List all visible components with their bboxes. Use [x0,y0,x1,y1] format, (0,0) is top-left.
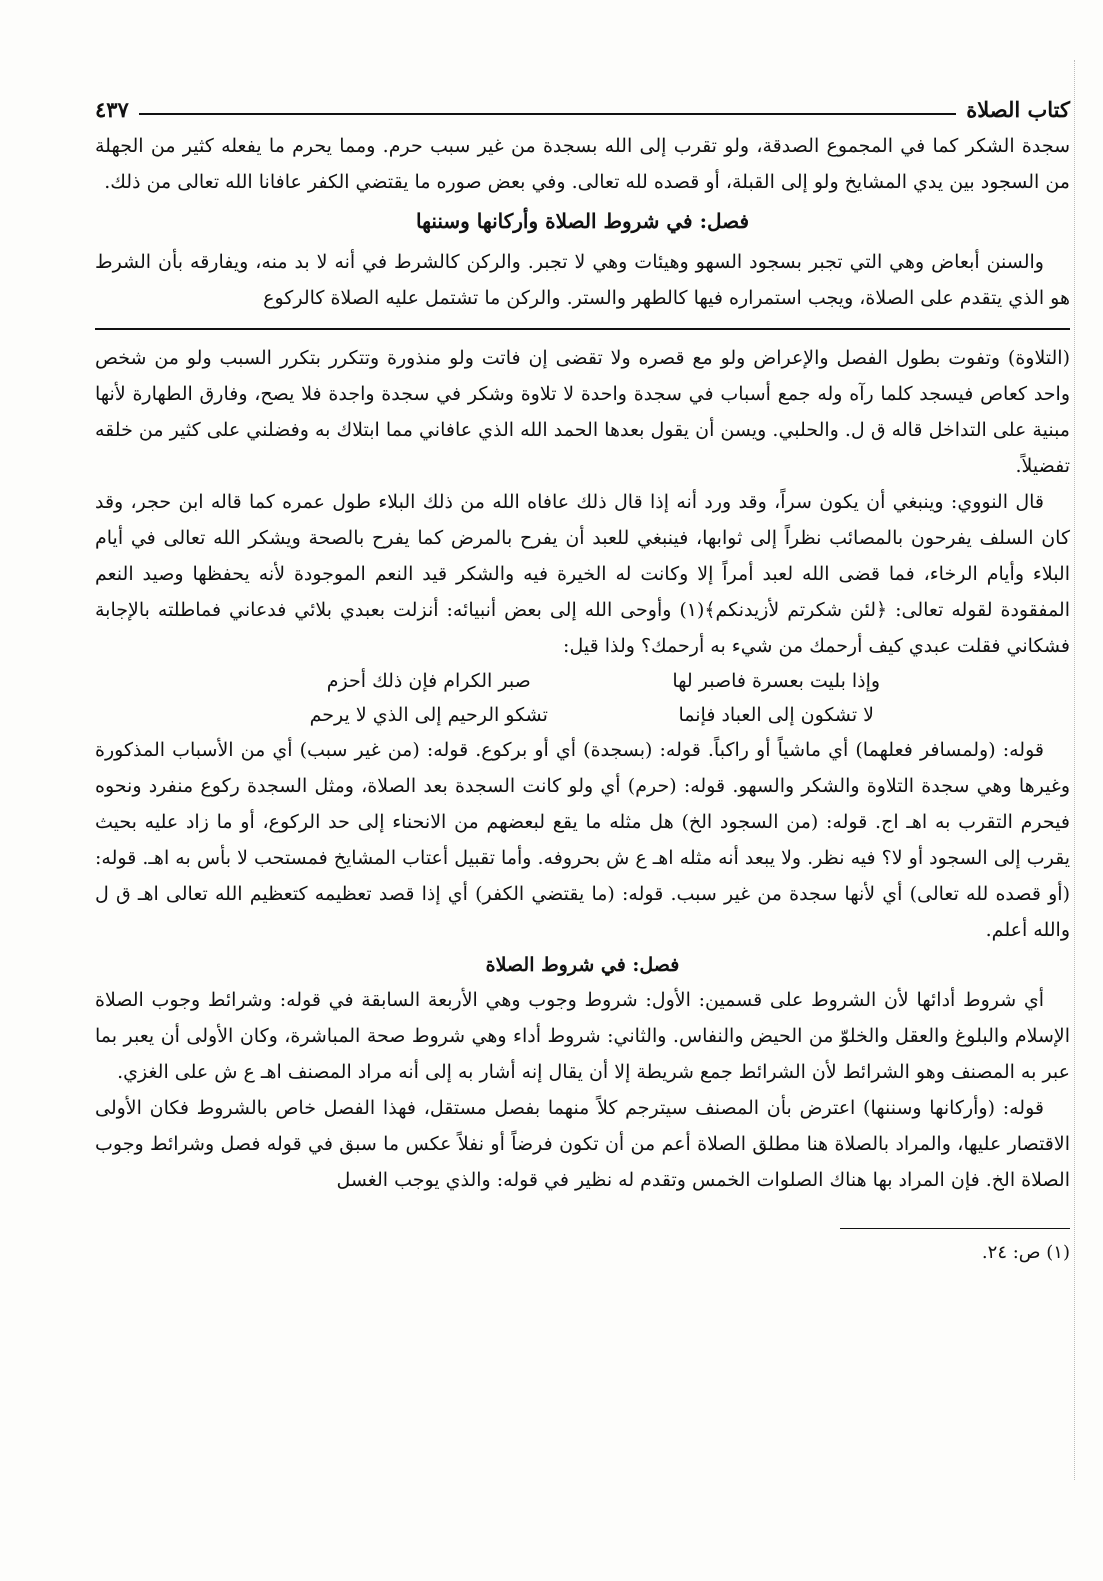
footnote: (١) ص: ٢٤. [981,1242,1070,1263]
poem [95,664,1070,732]
poem-hemistich: تشكو الرحيم إلى الذي لا يرحم [309,704,548,726]
commentary-paragraph: قال النووي: وينبغي أن يكون سراً، وقد ورد أنه إذا قال ذلك عافاه الله من ذلك البلاء طول عمره كما قاله ابن حجر، وقد كان السلف يفرحون بالمصائب نظراً إلى ثوابها، فينبغي للعبد أن يفرح بالمرض كما يفرح بالصحة ويشكر الله تعالى في أيام البلاء وأيام الرخاء، فما قضى الله لعبد أمراً إلا وكانت له الخيرة فيه والشكر قيد النعم الموجودة لأنه يحفظها وصيد النعم المفقودة لقوله تعالى: ﴿لئن شكرتم لأزيدنكم﴾(١) وأوحى الله إلى بعض أنبيائه: أنزلت بعبدي بلائي فدعاني فماطلته بالإجابة فشكاني فقلت عبدي كيف أرحمك من شيء به أرحمك؟ ولذا قيل: [95,491,1070,657]
main-paragraph: سجدة الشكر كما في المجموع الصدقة، ولو تقرب إلى الله بسجدة من غير سبب حرم. ومما يحرم ما يفعله كثير من الجهلة من السجود بين يدي المشايخ ولو إلى القبلة، أو قصده لله تعالى. وفي بعض صوره ما يقتضي الكفر عافانا الله تعالى من ذلك. [95,135,1070,193]
text-commentary-separator [95,328,1070,330]
poem-hemistich: وإذا بليت بعسرة فاصبر لها [672,670,881,692]
commentary-paragraph: أي شروط أدائها لأن الشروط على قسمين: الأول: شروط وجوب وهي الأربعة السابقة في قوله: وشرائط وجوب الصلاة الإسلام والبلوغ والعقل والخلوّ من الحيض والنفاس. والثاني: شروط أداء وهي شروط صحة المباشرة، وكان الأولى أن يعبر بما عبر به المصنف وهو الشرائط لأن الشرائط جمع شريطة إلا أن يقال إنه أشار به إلى أنه مراد المصنف اهـ ع ش على الغزي. [95,989,1070,1083]
book-title: كتاب الصلاة [966,97,1070,122]
running-header [95,92,1070,122]
commentary-text [95,340,1070,1198]
poem-hemistich: صبر الكرام فإن ذلك أحزم [326,670,531,692]
main-text [95,128,1070,316]
commentary-paragraph: (التلاوة) وتفوت بطول الفصل والإعراض ولو مع قصره ولا تقضى إن فاتت ولو منذورة وتتكرر بتكرر السبب ولو من شخص واحد كعاص فيسجد كلما رآه وله جمع أسباب في سجدة واحدة لا تلاوة وشكر في سجدة واجدة فلا يصح، وفارق الطهارة لأنها مبنية على التداخل قاله ق ل. والحلبي. ويسن أن يقول بعدها الحمد الله الذي عافاني مما ابتلاك به وفضلني على كثير من خلقه تفضيلاً. [95,347,1070,477]
commentary-paragraph: قوله: (ولمسافر فعلهما) أي ماشياً أو راكباً. قوله: (بسجدة) أي أو بركوع. قوله: (من غير سبب) أي من الأسباب المذكورة وغيرها وهي سجدة التلاوة والشكر والسهو. قوله: (حرم) أي ولو كانت السجدة بعد الصلاة، ومثل السجدة ركوع منفرد ونحوه فيحرم التقرب به اهـ اج. قوله: (من السجود الخ) هل مثله ما يقع لبعضهم من الانحناء إلى حد الركوع، أو ما زاد عليه بحيث يقرب إلى السجود أو لا؟ فيه نظر. ولا يبعد أنه مثله اهـ ع ش بحروفه. وأما تقبيل أعتاب المشايخ فمستحب لا بأس به اهـ. قوله: (أو قصده لله تعالى) أي لأنها سجدة من غير سبب. قوله: (ما يقتضي الكفر) أي إذا قصد تعظيمه كتعظيم الله تعالى اهـ ق ل والله أعلم. [95,739,1070,941]
commentary-paragraph: قوله: (وأركانها وسننها) اعترض بأن المصنف سيترجم كلاً منهما بفصل مستقل، فهذا الفصل خاص بالشروط فكان الأولى الاقتصار عليها، والمراد بالصلاة هنا مطلق الصلاة أعم من أن تكون فرضاً أو نفلاً عكس ما سبق في قوله فصل وشرائط وجوب الصلاة الخ. فإن المراد بها هناك الصلوات الخمس وتقدم له نظير في قوله: والذي يوجب الغسل [95,1097,1070,1191]
section-heading: فصل: في شروط الصلاة وأركانها وسننها [416,209,749,233]
book-page [95,92,1070,1267]
page-number: ٤٣٧ [95,97,129,122]
main-paragraph: والسنن أبعاض وهي التي تجبر بسجود السهو وهيئات وهي لا تجبر. والركن كالشرط في أنه لا بد منه، ويفارقه بأن الشرط هو الذي يتقدم على الصلاة، ويجب استمراره فيها كالطهر والستر. والركن ما تشتمل عليه الصلاة كالركوع [95,251,1070,309]
header-rule [139,113,956,115]
section-heading: فصل: في شروط الصلاة [485,954,680,976]
poem-hemistich: لا تشكون إلى العباد فإنما [678,704,875,726]
footnote-rule [840,1228,1070,1229]
